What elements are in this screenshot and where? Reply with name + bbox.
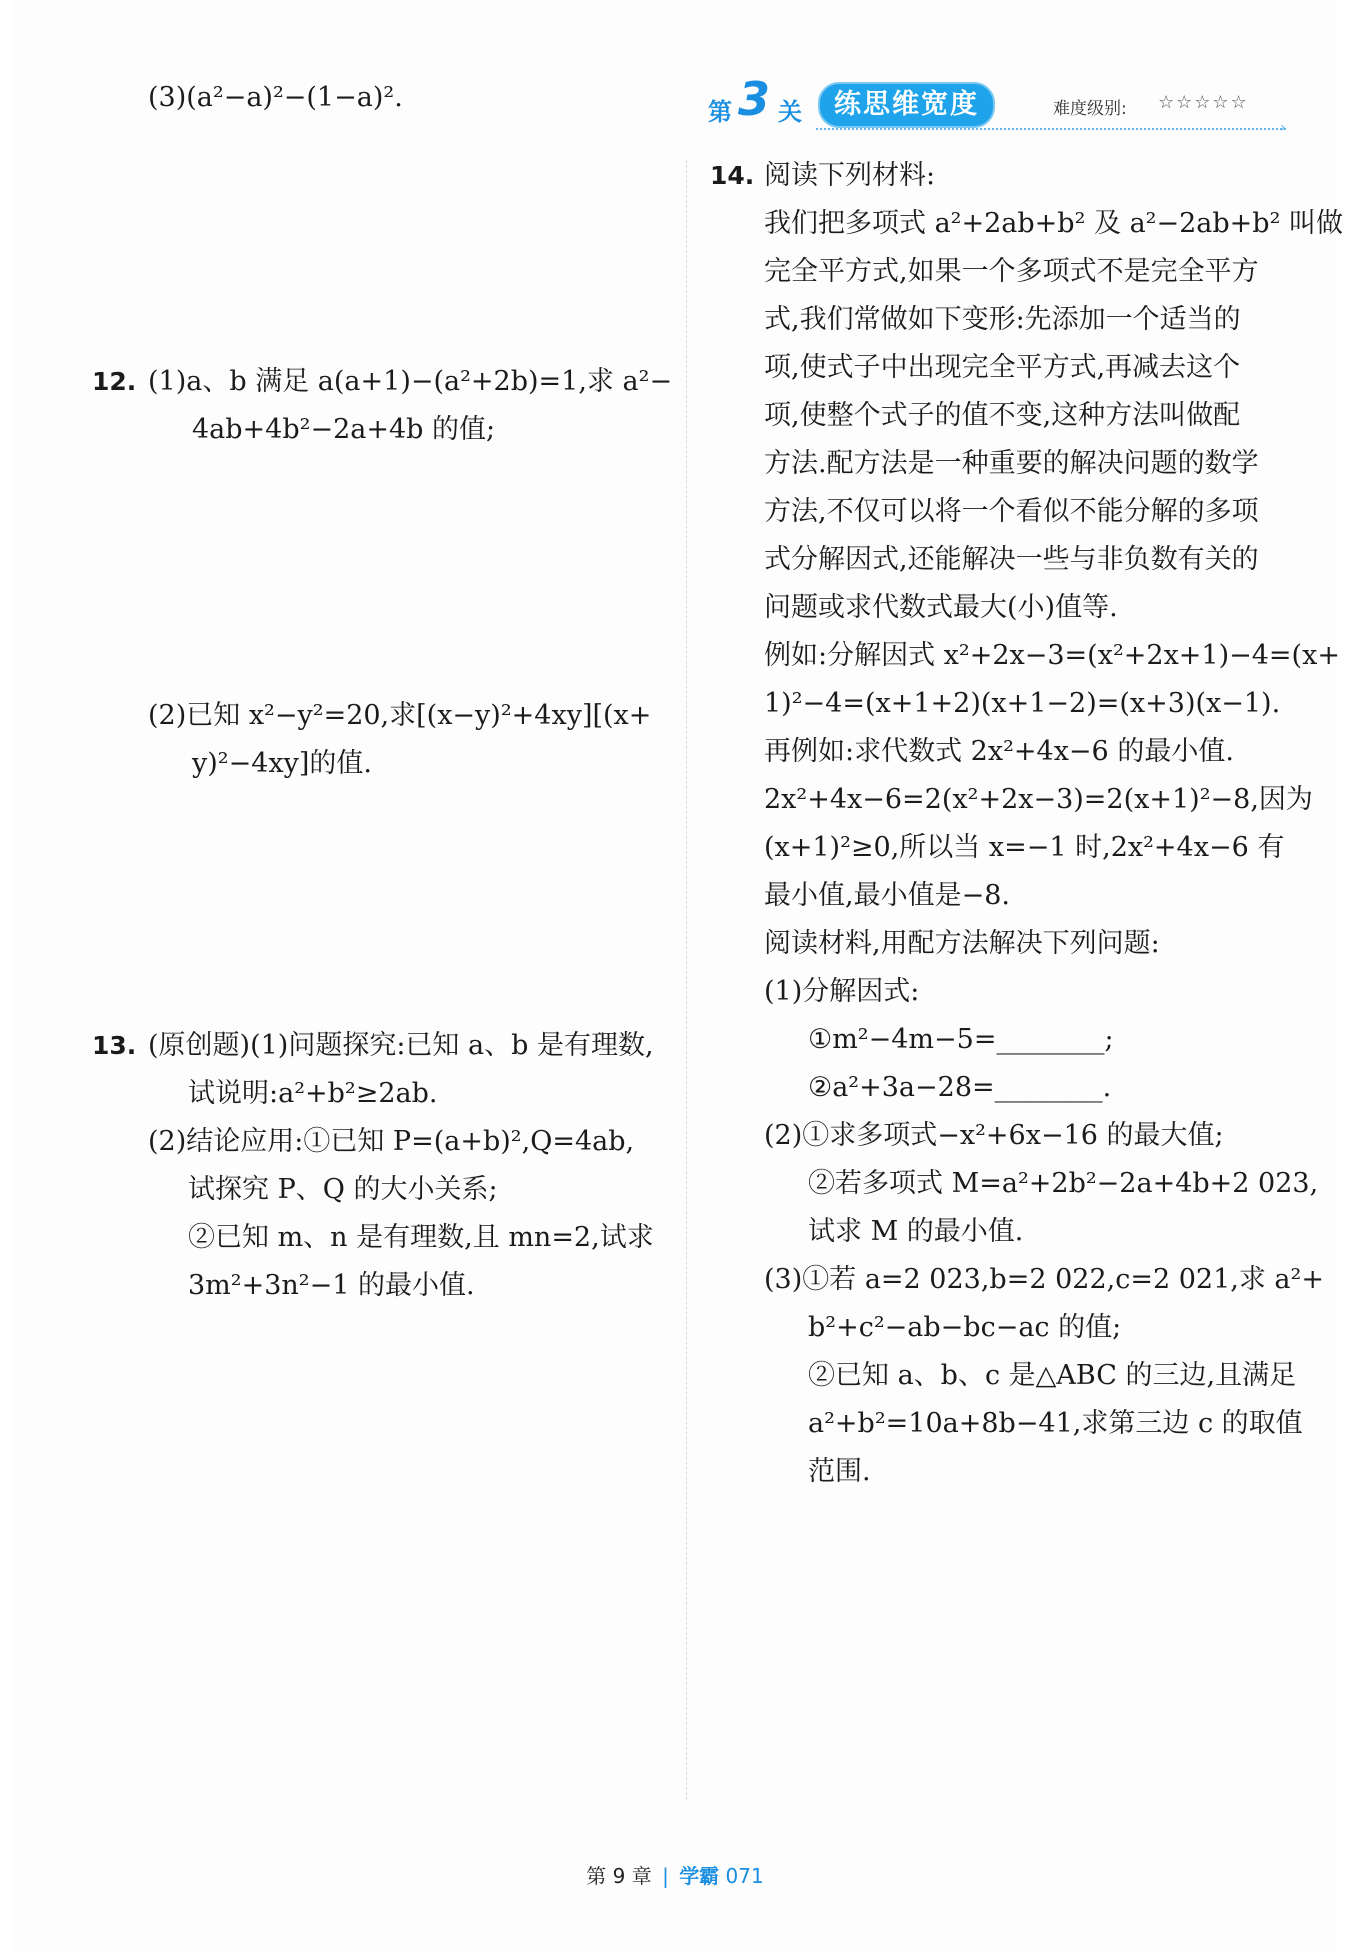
text-line: (3)①若 a=2 023,b=2 022,c=2 021,求 a²+ — [764, 1264, 1324, 1295]
text-line: 项,使式子中出现完全平方式,再减去这个 — [764, 352, 1241, 383]
text-line: b²+c²−ab−bc−ac 的值; — [808, 1312, 1122, 1343]
text-line: (1)a、b 满足 a(a+1)−(a²+2b)=1,求 a²− — [148, 366, 673, 397]
text-line: 式分解因式,还能解决一些与非负数有关的 — [764, 544, 1259, 575]
text-line: a²+b²=10a+8b−41,求第三边 c 的取值 — [808, 1408, 1303, 1439]
text-line: 阅读材料,用配方法解决下列问题: — [764, 928, 1160, 959]
footer-chapter: 第 9 章 — [586, 1864, 652, 1888]
text-line: (3)(a²−a)²−(1−a)². — [148, 82, 403, 113]
page-footer — [0, 1860, 1350, 1889]
footer-separator: | — [662, 1864, 669, 1888]
text-line: (2)结论应用:①已知 P=(a+b)²,Q=4ab, — [148, 1126, 635, 1157]
banner-title: 练思维宽度 — [818, 82, 995, 128]
text-line: 方法,不仅可以将一个看似不能分解的多项 — [764, 496, 1259, 527]
text-line: (x+1)²≥0,所以当 x=−1 时,2x²+4x−6 有 — [764, 832, 1285, 863]
text-line: 方法.配方法是一种重要的解决问题的数学 — [764, 448, 1259, 479]
text-line: ②已知 m、n 是有理数,且 mn=2,试求 — [188, 1222, 654, 1253]
footer-brand: 学霸 — [679, 1864, 720, 1888]
banner-number: 3 — [738, 72, 771, 126]
text-line: 阅读下列材料: — [764, 160, 936, 191]
text-line: (2)已知 x²−y²=20,求[(x−y)²+4xy][(x+ — [148, 700, 652, 731]
difficulty-stars: ☆☆☆☆☆ — [1158, 92, 1249, 113]
text-line: 式,我们常做如下变形:先添加一个适当的 — [764, 304, 1241, 335]
question-number: 13. — [92, 1031, 137, 1060]
page-background — [14, 0, 1336, 1951]
text-line: (1)分解因式: — [764, 976, 920, 1007]
banner-guan: 关 — [778, 98, 802, 126]
text-line: ②已知 a、b、c 是△ABC 的三边,且满足 — [808, 1360, 1297, 1391]
text-line: 2x²+4x−6=2(x²+2x−3)=2(x+1)²−8,因为 — [764, 784, 1313, 815]
banner-dotted-line — [816, 128, 1286, 130]
question-number: 14. — [710, 161, 755, 190]
banner-di: 第 — [708, 98, 732, 126]
column-divider — [686, 160, 687, 1800]
text-line: (2)①求多项式−x²+6x−16 的最大值; — [764, 1120, 1224, 1151]
text-line: 1)²−4=(x+1+2)(x+1−2)=(x+3)(x−1). — [764, 688, 1281, 719]
question-number: 12. — [92, 367, 137, 396]
section-banner — [708, 72, 1288, 136]
text-line: 问题或求代数式最大(小)值等. — [764, 592, 1118, 623]
text-line: 试探究 P、Q 的大小关系; — [188, 1174, 498, 1205]
text-line: y)²−4xy]的值. — [192, 748, 373, 779]
text-line: (原创题)(1)问题探究:已知 a、b 是有理数, — [148, 1030, 654, 1061]
text-line: ①m²−4m−5=________; — [808, 1024, 1114, 1055]
banner-arrow-icon: › — [1280, 120, 1286, 136]
text-line: 范围. — [808, 1456, 871, 1487]
text-line: 最小值,最小值是−8. — [764, 880, 1010, 911]
text-line: ②a²+3a−28=________. — [808, 1072, 1112, 1103]
text-line: ②若多项式 M=a²+2b²−2a+4b+2 023, — [808, 1168, 1319, 1199]
difficulty-label: 难度级别: — [1053, 99, 1127, 119]
text-line: 试求 M 的最小值. — [808, 1216, 1024, 1247]
text-line: 完全平方式,如果一个多项式不是完全平方 — [764, 256, 1259, 287]
text-line: 4ab+4b²−2a+4b 的值; — [192, 414, 496, 445]
text-line: 再例如:求代数式 2x²+4x−6 的最小值. — [764, 736, 1234, 767]
text-line: 3m²+3n²−1 的最小值. — [188, 1270, 475, 1301]
text-line: 例如:分解因式 x²+2x−3=(x²+2x+1)−4=(x+ — [764, 640, 1340, 671]
text-line: 试说明:a²+b²≥2ab. — [188, 1078, 438, 1109]
footer-page-number: 071 — [725, 1864, 764, 1888]
text-line: 项,使整个式子的值不变,这种方法叫做配 — [764, 400, 1241, 431]
text-line: 我们把多项式 a²+2ab+b² 及 a²−2ab+b² 叫做 — [764, 208, 1343, 239]
